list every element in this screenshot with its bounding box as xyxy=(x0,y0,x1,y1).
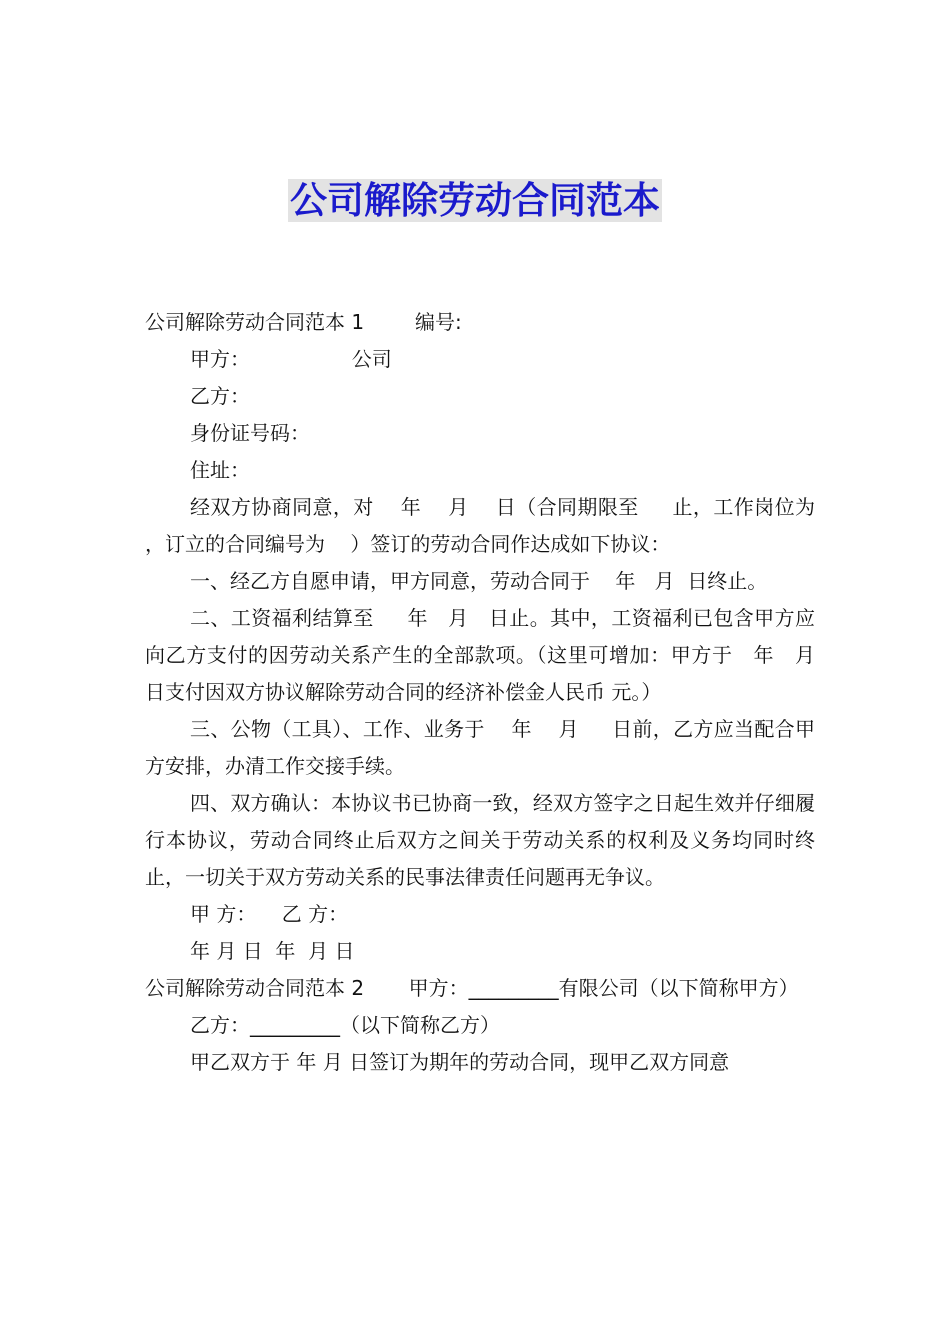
paragraph-party-a: 甲方： 公司 xyxy=(190,347,392,371)
page-title-text: 公司解除劳动合同范本 xyxy=(290,179,660,222)
paragraph-agreement: 经双方协商同意，对 年 月 日（合同期限至 止，工作岗位为 ，订立的合同编号为 ）签订的劳动合同作达成如下协议： xyxy=(145,495,835,556)
paragraph-intro-2: 甲乙双方于 年 月 日签订为期年的劳动合同，现甲乙双方同意 xyxy=(190,1050,730,1074)
document-body xyxy=(145,304,835,1081)
paragraph-heading-1: 公司解除劳动合同范本 1 编号: xyxy=(145,310,462,334)
paragraph-clause-1: 一、经乙方自愿申请，甲方同意，劳动合同于 年 月 日终止。 xyxy=(190,569,768,593)
page-title xyxy=(0,176,950,233)
paragraph-clause-4: 四、双方确认：本协议书已协商一致，经双方签字之日起生效并仔细履行本协议，劳动合同终止后双方之间关于劳动关系的权利及义务均同时终止，一切关于双方劳动关系的民事法律责任问题再无争议。 xyxy=(145,791,815,889)
paragraph-signatures: 甲 方： 乙 方： xyxy=(190,902,349,926)
paragraph-clause-3: 三、公物（工具）、工作、业务于 年 月 日前，乙方应当配合甲方安排，办清工作交接手续。 xyxy=(145,717,815,778)
paragraph-dates: 年 月 日 年 月 日 xyxy=(190,939,355,963)
paragraph-party-b-2: 乙方：_________（以下简称乙方） xyxy=(190,1013,500,1037)
paragraph-id-number: 身份证号码： xyxy=(190,421,310,445)
paragraph-party-b: 乙方： xyxy=(190,384,250,408)
paragraph-address: 住址： xyxy=(190,458,250,482)
paragraph-clause-2: 二、工资福利结算至 年 月 日止。其中，工资福利已包含甲方应向乙方支付的因劳动关系产生的全部款项。（这里可增加：甲方于 年 月 日支付因双方协议解除劳动合同的经济补偿金人民币 元。） xyxy=(145,606,835,704)
paragraph-heading-2: 公司解除劳动合同范本 2 甲方：_________有限公司（以下简称甲方） xyxy=(145,976,799,1000)
